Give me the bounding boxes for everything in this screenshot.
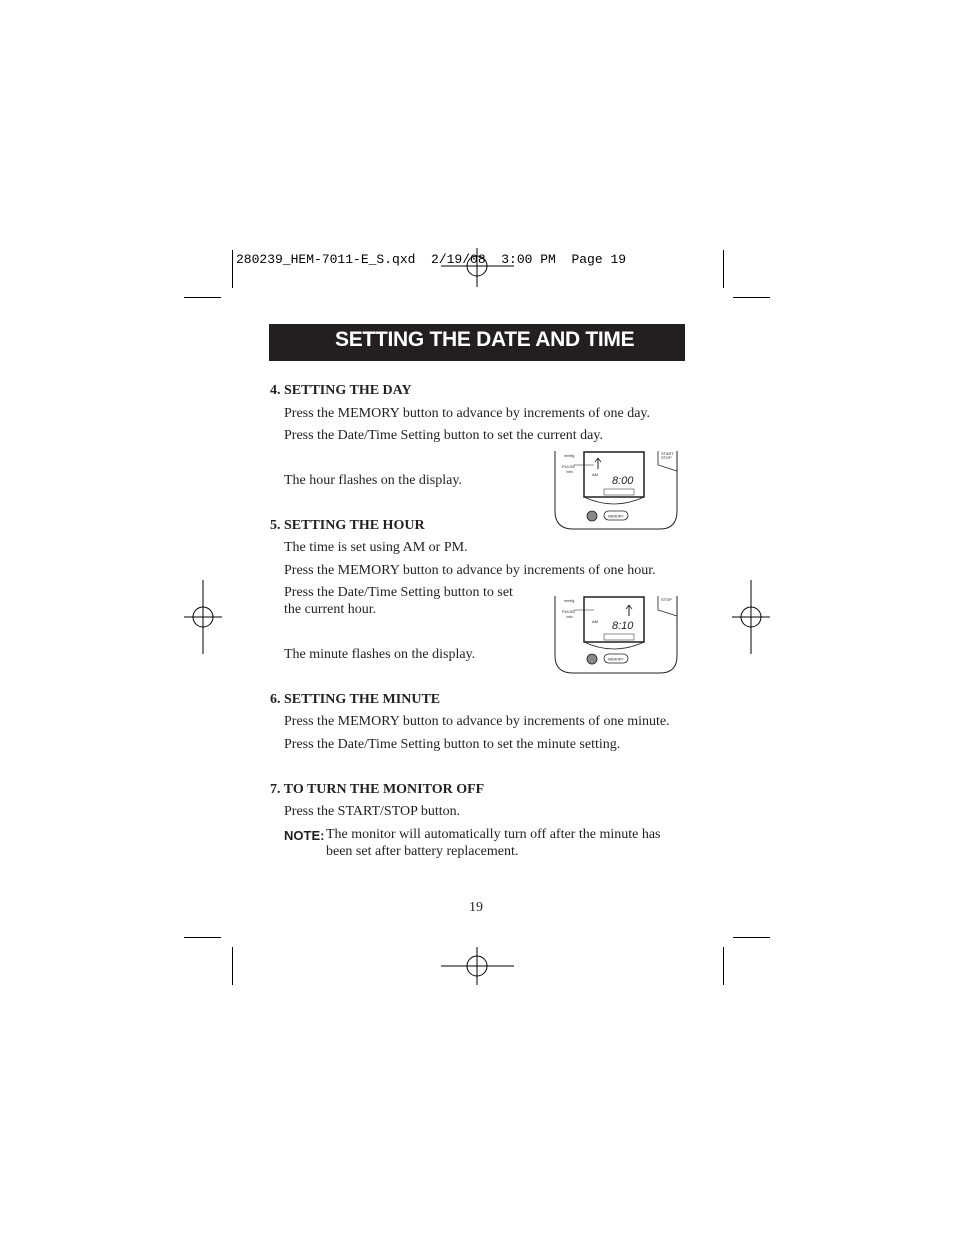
paragraph-line: Press the Date/Time Setting button to set the current day. [284, 428, 603, 443]
paragraph-line: The minute flashes on the display. [284, 647, 476, 662]
paragraph-line: Press the Date/Time Setting button to set the minute setting. [284, 737, 621, 752]
monitor-illustration-hour [554, 449, 682, 531]
note-line: The monitor will automatically turn off after the minute has [326, 827, 661, 842]
memory-label: MEMORY [608, 514, 624, 519]
pulse-unit: /min [566, 470, 573, 474]
section-heading: 5. SETTING THE HOUR [270, 518, 425, 533]
ampm-label: AM [592, 619, 598, 624]
monitor-illustration-minute [554, 594, 682, 676]
page-number: 19 [469, 900, 483, 915]
note-label: NOTE: [284, 828, 325, 843]
paragraph-line: Press the MEMORY button to advance by increments of one day. [284, 406, 651, 421]
stop-label: STOP [661, 597, 672, 602]
paragraph-line: Press the MEMORY button to advance by increments of one hour. [284, 563, 656, 578]
display-time: 8:00 [612, 475, 634, 487]
title-bar [269, 324, 685, 361]
ampm-label: AM [592, 472, 598, 477]
svg-text:mmHg: mmHg [564, 454, 575, 458]
page-title: SETTING THE DATE AND TIME [335, 328, 635, 351]
paragraph-line: Press the MEMORY button to advance by increments of one minute. [284, 714, 670, 729]
paragraph-line: The time is set using AM or PM. [284, 540, 468, 555]
section-heading: 6. SETTING THE MINUTE [270, 692, 441, 707]
paragraph-line: The hour flashes on the display. [284, 473, 462, 488]
display-time: 8:10 [612, 620, 634, 632]
slug-line: 280239_HEM-7011-E_S.qxd 2/19/08 3:00 PM Page 19 [236, 252, 627, 267]
note-line: been set after battery replacement. [326, 844, 519, 859]
pulse-unit: /min [566, 615, 573, 619]
start-label: START [661, 451, 674, 456]
pulse-label: PULSE [562, 609, 576, 614]
pulse-label: PULSE [562, 464, 576, 469]
section-heading: 7. TO TURN THE MONITOR OFF [270, 782, 485, 797]
section-heading: 4. SETTING THE DAY [270, 383, 412, 398]
memory-label: MEMORY [608, 657, 624, 662]
paragraph-line: the current hour. [284, 602, 377, 617]
paragraph-line: Press the Date/Time Setting button to set [284, 585, 513, 600]
svg-text:mmHg: mmHg [564, 599, 575, 603]
stop-label: STOP [661, 455, 672, 460]
paragraph-line: Press the START/STOP button. [284, 804, 461, 819]
